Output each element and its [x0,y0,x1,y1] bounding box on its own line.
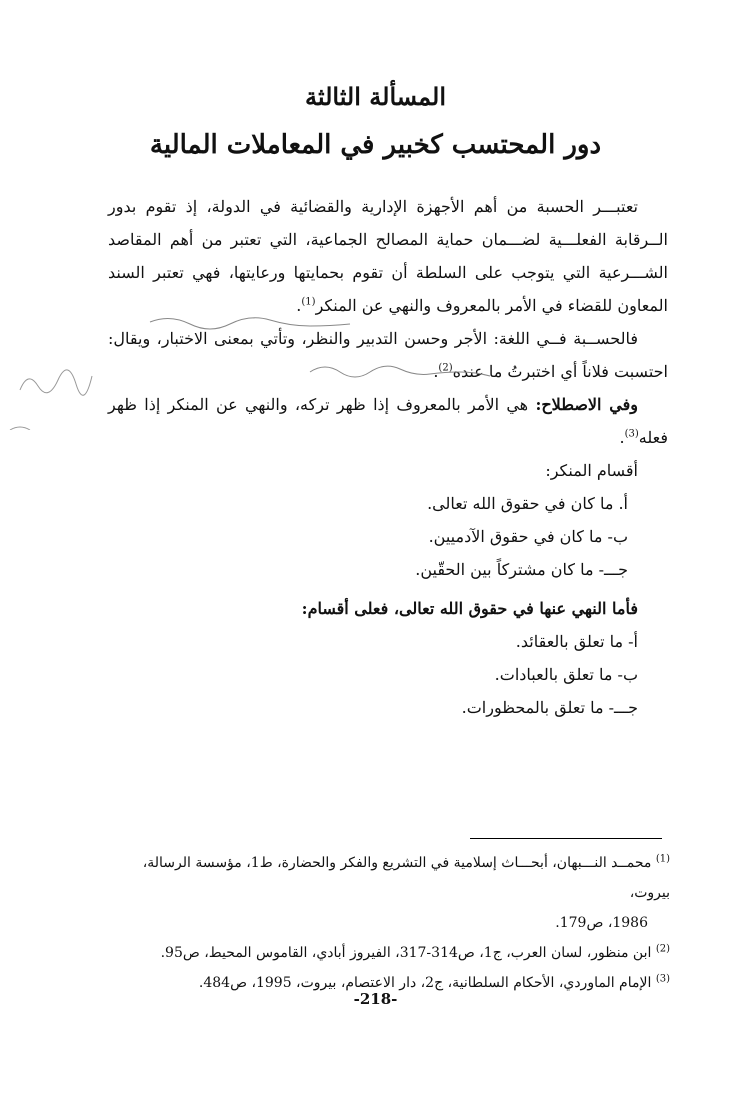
footnotes [120,848,670,998]
section-subtitle: دور المحتسب كخبير في المعاملات المالية [149,130,602,160]
paragraph-hisba-language: فالحســبة فــي اللغة: الأجر وحسن التدبير والنظر، وتأتي بمعنى الاختبار، ويقال: احتسبت فلاناً أي اختبرتُ ما عنده$^{(2)}$. [108,329,668,381]
footnote-ref-2[interactable]: (2) [438,362,453,374]
paragraph-hisba-intro: تعتبـــر الحسبة من أهم الأجهزة الإدارية والقضائية في الدولة، إذ تقوم بدور الــرقابة الفعلـــية لضـــمان حماية المصالح الجماعية، التي تعتبر من أهم المقاصد الشـــرعية التي يتوجب على السلطة أن تقوم بحمايتها ورعايتها، فهي تعتبر السند المعاون للقضاء في الأمر بالمعروف والنهي عن المنكر$^{(1)}$. [108,197,669,315]
footnote-separator [470,838,662,839]
footnote-1-continuation: 1986، ص179. [555,915,648,931]
list-item: جـــ- ما كان مشتركاً بين الحقّين. [415,560,628,579]
footnote-3: $^{(3)}$ الإمام الماوردي، الأحكام السلطانية، ج2، دار الاعتصام، بيروت، 1995، ص484. [198,973,670,991]
page-number: -218- [353,990,398,1008]
list-item: ب- ما تعلق بالعبادات. [494,665,638,684]
footnote-ref-1[interactable]: (1) [301,296,316,308]
kinds-list [108,487,668,586]
footnote-2: $^{(2)}$ ابن منظور، لسان العرب، ج1، ص314-317، الفيروز أبادي، القاموس المحيط، ص95. [160,943,670,961]
paragraph-hisba-term: وفي الاصطلاح: هي الأمر بالمعروف إذا ظهر تركه، والنهي عن المنكر إذا ظهر فعله$^{(3)}$. [108,395,668,447]
list-item: ب- ما كان في حقوق الآدميين. [428,527,628,546]
rights-list [108,625,668,724]
footnote-ref-3[interactable]: (3) [624,428,639,440]
term-label: وفي الاصطلاح: [535,395,639,414]
rights-heading: فأما النهي عنها في حقوق الله تعالى، فعلى أقسام: [301,599,638,618]
kinds-heading: أقسام المنكر: [545,461,638,480]
list-item: أ- ما تعلق بالعقائد. [515,632,638,651]
section-title: المسألة الثالثة [304,82,447,111]
list-item: أ. ما كان في حقوق الله تعالى. [427,494,628,513]
footnote-1: $^{(1)}$ محمــد النـــبهان، أبحـــاث إسلامية في التشريع والفكر والحضارة، ط1، مؤسسة الرسالة، بيروت، [142,853,670,901]
list-item: جـــ- ما تعلق بالمحظورات. [461,698,638,717]
main-text [108,190,668,724]
